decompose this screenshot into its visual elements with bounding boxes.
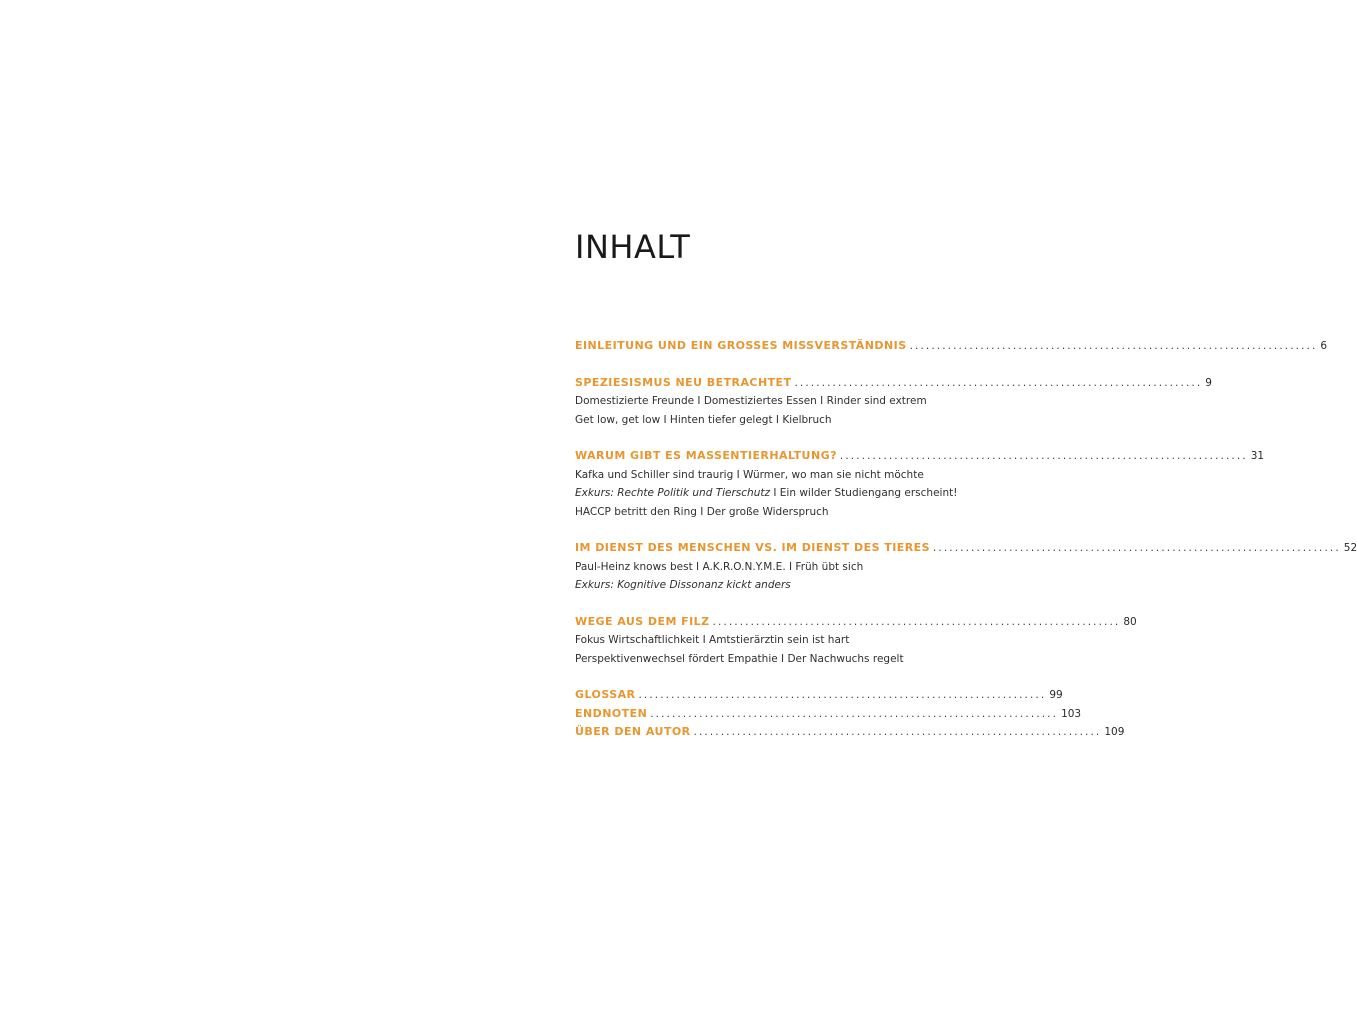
chapter-title: SPEZIESISMUS NEU BETRACHTET — [575, 375, 792, 389]
page-number: 99 — [1049, 689, 1063, 701]
subsection-line — [575, 558, 959, 577]
subsection-line — [575, 576, 959, 595]
page-number: 80 — [1123, 615, 1137, 628]
subsection-text: Perspektivenwechsel fördert Empathie I Der Nachwuchs regelt — [575, 652, 904, 665]
subsection-line — [575, 392, 959, 411]
subsection-text: Fokus Wirtschaftlichkeit I Amtstierärztin sein ist hart — [575, 634, 850, 646]
subsection-line — [575, 631, 959, 650]
leader-dots: ........................................................................... — [650, 707, 1059, 720]
chapter-title: WEGE AUS DEM FILZ — [575, 614, 710, 628]
back-matter-title: ÜBER DEN AUTOR — [575, 725, 691, 738]
chapter-title: EINLEITUNG UND EIN GROSSES MISSVERSTÄNDNIS — [575, 339, 907, 352]
excursus-text: Exkurs: Rechte Politik und Tierschutz — [575, 487, 770, 499]
back-matter-entry[interactable] — [575, 723, 1125, 742]
subsection-text: I Ein wilder Studiengang erscheint! — [770, 487, 958, 499]
chapter-list — [575, 337, 1357, 742]
page-number: 6 — [1320, 340, 1328, 352]
page-number: 103 — [1061, 707, 1082, 720]
subsection-line — [575, 411, 959, 430]
chapter-entry — [575, 447, 1265, 521]
subsection-line — [575, 466, 959, 485]
leader-dots: ........................................................................... — [712, 615, 1121, 628]
chapter-heading-line[interactable] — [575, 447, 1265, 466]
back-matter-list — [575, 686, 1125, 742]
subsection-line — [575, 484, 959, 503]
toc-heading: INHALT — [575, 228, 691, 266]
excursus-text: Exkurs: Kognitive Dissonanz kickt anders — [575, 579, 791, 591]
chapter-entry — [575, 539, 1357, 595]
back-matter-title: GLOSSAR — [575, 688, 636, 701]
table-of-contents — [575, 225, 1357, 742]
subsection-text: HACCP betritt den Ring I Der große Widerspruch — [575, 505, 829, 518]
back-matter-entry[interactable] — [575, 705, 1082, 724]
chapter-heading-line[interactable] — [575, 613, 1137, 632]
page-number: 9 — [1205, 376, 1212, 389]
leader-dots: ........................................................................... — [839, 450, 1248, 462]
subsection-line — [575, 503, 959, 522]
page-number: 52 — [1343, 542, 1357, 554]
subsection-text: Paul-Heinz knows best I A.K.R.O.N.Y.M.E. I Früh übt sich — [575, 560, 864, 573]
subsection-text: Kafka und Schiller sind traurig I Würmer, wo man sie nicht möchte — [575, 468, 924, 481]
leader-dots: ........................................................................... — [932, 542, 1341, 554]
page-number: 109 — [1104, 726, 1125, 738]
chapter-title: IM DIENST DES MENSCHEN VS. IM DIENST DES TIERES — [575, 541, 930, 554]
chapter-title: WARUM GIBT ES MASSENTIERHALTUNG? — [575, 449, 837, 462]
chapter-entry — [575, 374, 1212, 430]
leader-dots: ........................................................................... — [909, 340, 1318, 352]
page-number: 31 — [1250, 450, 1265, 462]
chapter-heading-line[interactable] — [575, 337, 1328, 356]
leader-dots: ........................................................................... — [693, 726, 1102, 738]
chapter-entry — [575, 337, 1328, 356]
leader-dots: ........................................................................... — [794, 376, 1203, 389]
subsection-line — [575, 650, 959, 669]
leader-dots: ........................................................................... — [638, 689, 1047, 701]
subsection-text: Get low, get low I Hinten tiefer gelegt I Kielbruch — [575, 413, 832, 426]
back-matter-entry[interactable] — [575, 686, 1063, 705]
back-matter-title: ENDNOTEN — [575, 706, 648, 720]
subsection-text: Domestizierte Freunde I Domestiziertes Essen I Rinder sind extrem — [575, 395, 927, 407]
chapter-entry — [575, 613, 1137, 669]
chapter-heading-line[interactable] — [575, 374, 1212, 393]
chapter-heading-line[interactable] — [575, 539, 1357, 558]
